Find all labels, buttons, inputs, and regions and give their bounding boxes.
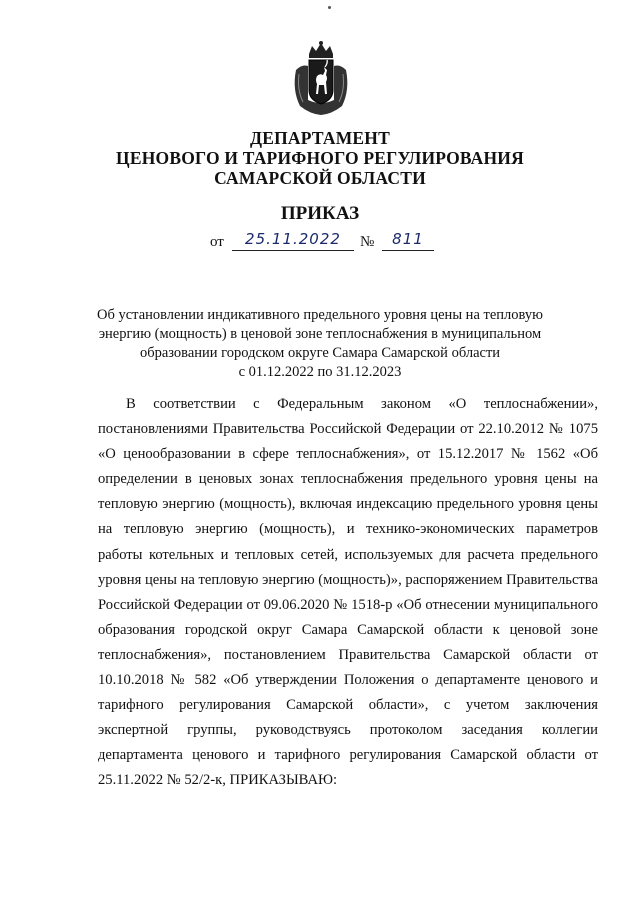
order-date-number-line bbox=[210, 230, 450, 254]
subject-line-3: образовании городском округе Самара Самарской области bbox=[139, 345, 501, 361]
preamble-paragraph: В соответствии с Федеральным законом «О теплоснабжении», постановлениями Правительства Российской Федерации от 22.10.2012 № 1075 «О ценообразовании в сфере теплоснабжения», от 15.12.2017 № 1562 «Об определении в ценовых зонах теплоснабжения предельного уровня цены на тепловую энергию (мощность), включая индексацию предельного уровня цены на тепловую энергию (мощность), и технико-экономических параметров работы котельных и тепловых сетей, используемых для расчета предельного уровня цены на тепловую энергию (мощность)», распоряжением Правительства Российской Федерации от 09.06.2020 № 1518-р «Об отнесении муниципального образования городской округ Самара Самарской области к ценовой зоне теплоснабжения», постановлением Правительства Самарской области от 10.10.2018 № 582 «Об утверждении Положения о департаменте ценового и тарифного регулирования Самарской области», с учетом заключения экспертной группы, руководствуясь протоколом заседания коллегии департамента ценового и тарифного регулирования Самарской области от 25.11.2022 № 52/2-к, ПРИКАЗЫВАЮ: bbox=[98, 396, 598, 789]
number-label: № bbox=[360, 234, 375, 250]
subject-line-4: с 01.12.2022 по 31.12.2023 bbox=[238, 364, 402, 380]
header-line-2: ЦЕНОВОГО И ТАРИФНОГО РЕГУЛИРОВАНИЯ bbox=[116, 148, 524, 168]
header-line-3: САМАРСКОЙ ОБЛАСТИ bbox=[214, 168, 426, 188]
order-number-handwritten: 811 bbox=[382, 230, 434, 251]
department-header bbox=[0, 128, 640, 188]
order-subject bbox=[0, 306, 640, 382]
subject-line-2: энергию (мощность) в ценовой зоне теплоснабжения в муниципальном bbox=[98, 326, 542, 342]
header-line-1: ДЕПАРТАМЕНТ bbox=[250, 128, 390, 148]
date-label: от bbox=[210, 234, 224, 250]
order-date-handwritten: 25.11.2022 bbox=[232, 230, 354, 251]
samara-coat-of-arms-icon bbox=[290, 40, 352, 116]
subject-line-1: Об установлении индикативного предельного уровня цены на тепловую bbox=[97, 307, 543, 323]
scan-artifact bbox=[328, 6, 331, 9]
order-title: ПРИКАЗ bbox=[280, 203, 360, 224]
